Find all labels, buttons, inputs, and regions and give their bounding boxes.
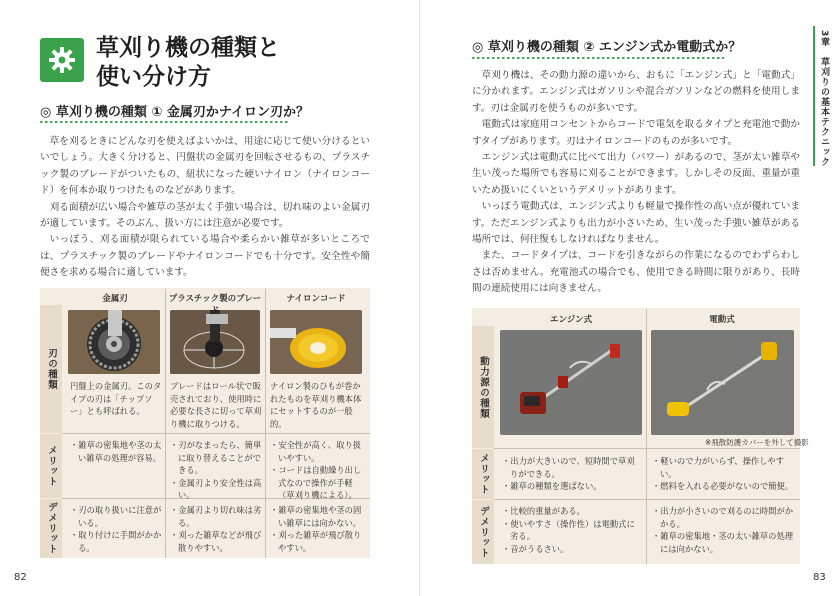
list-item: ・コードは自動繰り出し式なので操作が手軽（草刈り機による）。 [270, 465, 362, 501]
paragraph: 草刈り機は、その動力源の違いから、おもに「エンジン式」と「電動式」に分かれます。エンジン式はガソリンや混合ガソリンなどの燃料を使用します。刃は金属刃を使うものが多いです。 [472, 70, 800, 114]
plastic-blade-description: ブレードはロール状で販売されており、使用時に必要な長さに切って草刈り機に取りつける。 [170, 381, 262, 429]
section-heading-power: ◎ 草刈り機の種類 ② エンジン式か電動式か？ [472, 40, 742, 55]
plastic-blade-photo [170, 310, 260, 374]
list-item: ・雑草の密集地や茎の太い雑草の処理が容易。 [70, 440, 162, 463]
paragraph: 草を刈るときにどんな刃を使えばよいかは、用途に応じて使い分けるといいでしょう。大きく分けると、円盤状の金属刃を回転させるもの、プラスチック製のブレードがついたもの、紐状になった硬いナイロン（ナイロンコード）を何本か取りつけたものなどがあります。 [40, 136, 370, 197]
nylon-cord-photo [270, 310, 362, 374]
row-label-power-type: 動力源の種類 [472, 326, 494, 448]
list-item: ・出力が大きいので、短時間で草刈りができる。 [502, 456, 635, 479]
col-head-electric: 電動式 [709, 315, 735, 325]
page-number-left: 82 [14, 572, 27, 583]
page-gutter [419, 0, 420, 596]
list-item: ・安全性が高く、取り扱いやすい。 [270, 440, 362, 463]
list-item: ・刈った雑草が飛び散りやすい。 [270, 530, 362, 553]
list-item: ・出力が小さいので刈るのに時間がかかる。 [652, 506, 794, 529]
paragraph: エンジン式は電動式に比べて出力（パワー）があるので、茎が太い雑草や生い茂った場所でも容易に刈ることができます。しかしその反面、重量が重いため扱いにくいというデメリットがあります。 [472, 152, 800, 196]
list-item: ・取り付けに手間がかかる。 [70, 530, 162, 553]
electric-trimmer-photo [651, 330, 794, 435]
nylon-cord-merits [270, 439, 366, 502]
row-label-blade-type: 刃の種類 [40, 305, 62, 433]
chapter-tab-bar [813, 26, 815, 166]
paragraph: いっぽう、刈る面積が限られている場合や柔らかい雑草が多いところでは、プラスチック製のブレードやナイロンコードでも十分です。安全性や簡便さを求める場合に適しています。 [40, 234, 370, 279]
list-item: ・刈った雑草などが飛び散りやすい。 [170, 530, 262, 553]
col-head-plastic-blade: プラスチック製のブレー [168, 294, 262, 304]
row-label-demerit: デメリット [472, 500, 494, 564]
row-label-merit: メリット [472, 449, 494, 499]
row-divider [494, 499, 800, 500]
list-item: ・比較的重量がある。 [502, 506, 585, 516]
list-item: ・金属刃より安全性は高い。 [170, 477, 262, 501]
paragraph: また、コードタイプは、コードを引きながらの作業になるのでわずらわしさは否めません。充電池式の場合でも、使用できる時間に限りがあり、長時間の連続使用には向きません。 [472, 250, 800, 295]
nylon-cord-description: ナイロン製のひもが巻かれたものを草刈り機本体にセットするのが一般的。 [270, 381, 362, 429]
row-divider [62, 433, 370, 434]
engine-merits [502, 455, 642, 493]
engine-demerits [502, 505, 642, 555]
metal-blade-demerits [70, 504, 162, 554]
photo-note: ※飛散防護カバーを外して撮影 [705, 438, 809, 447]
list-item: ・使いやすさ（操作性）は電動式に劣る。 [502, 518, 635, 542]
col-head-metal-blade: 金属刃 [102, 294, 128, 304]
gear-icon [40, 38, 84, 82]
row-divider [494, 448, 800, 449]
plastic-blade-demerits [170, 504, 262, 554]
paragraph: 電動式は家庭用コンセントからコードで電気を取るタイプと充電池で動かすタイプがあります。刃はナイロンコードのものが多いです。 [472, 119, 800, 147]
page-title [96, 34, 280, 92]
list-item: ・燃料を入れる必要がないので簡便。 [652, 481, 794, 492]
section-heading-blade: ◎ 草刈り機の種類 ① 金属刃かナイロン刃か？ [40, 105, 310, 120]
engine-trimmer-photo [500, 330, 642, 435]
metal-blade-merits [70, 439, 162, 464]
list-item: ・雑草の種類を選ばない。 [502, 481, 602, 492]
electric-merits [652, 455, 796, 493]
col-divider [165, 289, 166, 558]
page-number-right: 83 [813, 572, 826, 583]
list-item: ・雑草の密集地や茎の固い雑草には向かない。 [270, 505, 362, 528]
metal-blade-photo [68, 310, 160, 374]
paragraph: 刈る面積が広い場合や雑草の茎が太く手強い場合は、切れ味のよい金属刃が適しています。そのぶん、扱い方には注意が必要です。 [40, 201, 370, 230]
col-divider [265, 289, 266, 558]
nylon-cord-demerits [270, 504, 366, 554]
heading-underline [472, 57, 724, 59]
electric-demerits [652, 505, 796, 555]
heading-underline [40, 121, 290, 123]
list-item: ・刃がなまったら、簡単に取り替えることができる。 [170, 440, 262, 476]
paragraph: いっぽう電動式は、エンジン式よりも軽量で操作性の高い点が優れています。ただエンジン式よりも出力が小さいため、生い茂った手強い雑草がある場所では、何往復もしなければなりません。 [472, 201, 800, 246]
left-body-text [40, 134, 370, 282]
list-item: ・刃の取り扱いに注意がいる。 [70, 505, 162, 528]
list-item: ・雑草の密集地・茎の太い雑草の処理には向かない。 [652, 531, 794, 554]
list-item: ・音がうるさい。 [502, 543, 569, 554]
list-item: ・軽いので力がいらず、操作しやすい。 [652, 456, 785, 479]
chapter-tab-label: 3章 草刈りの基本テクニック [819, 30, 829, 168]
page-title-line1: 草刈り機の種類と [96, 35, 280, 61]
metal-blade-description: 円盤上の金属刃。このタイプの刃は「チップソー」とも呼ばれる。 [70, 381, 162, 417]
page-title-line2: 使い分け方 [96, 64, 211, 90]
col-head-engine: エンジン式 [549, 315, 593, 325]
col-head-nylon-cord: ナイロンコード [286, 294, 346, 304]
list-item: ・金属刃より切れ味は劣る。 [170, 505, 262, 528]
row-label-merit: メリット [40, 434, 62, 498]
chapter-tab [805, 0, 839, 190]
row-label-demerit: デメリット [40, 499, 62, 558]
right-body-text [472, 68, 800, 298]
plastic-blade-merits [170, 439, 262, 502]
col-divider [646, 309, 647, 564]
